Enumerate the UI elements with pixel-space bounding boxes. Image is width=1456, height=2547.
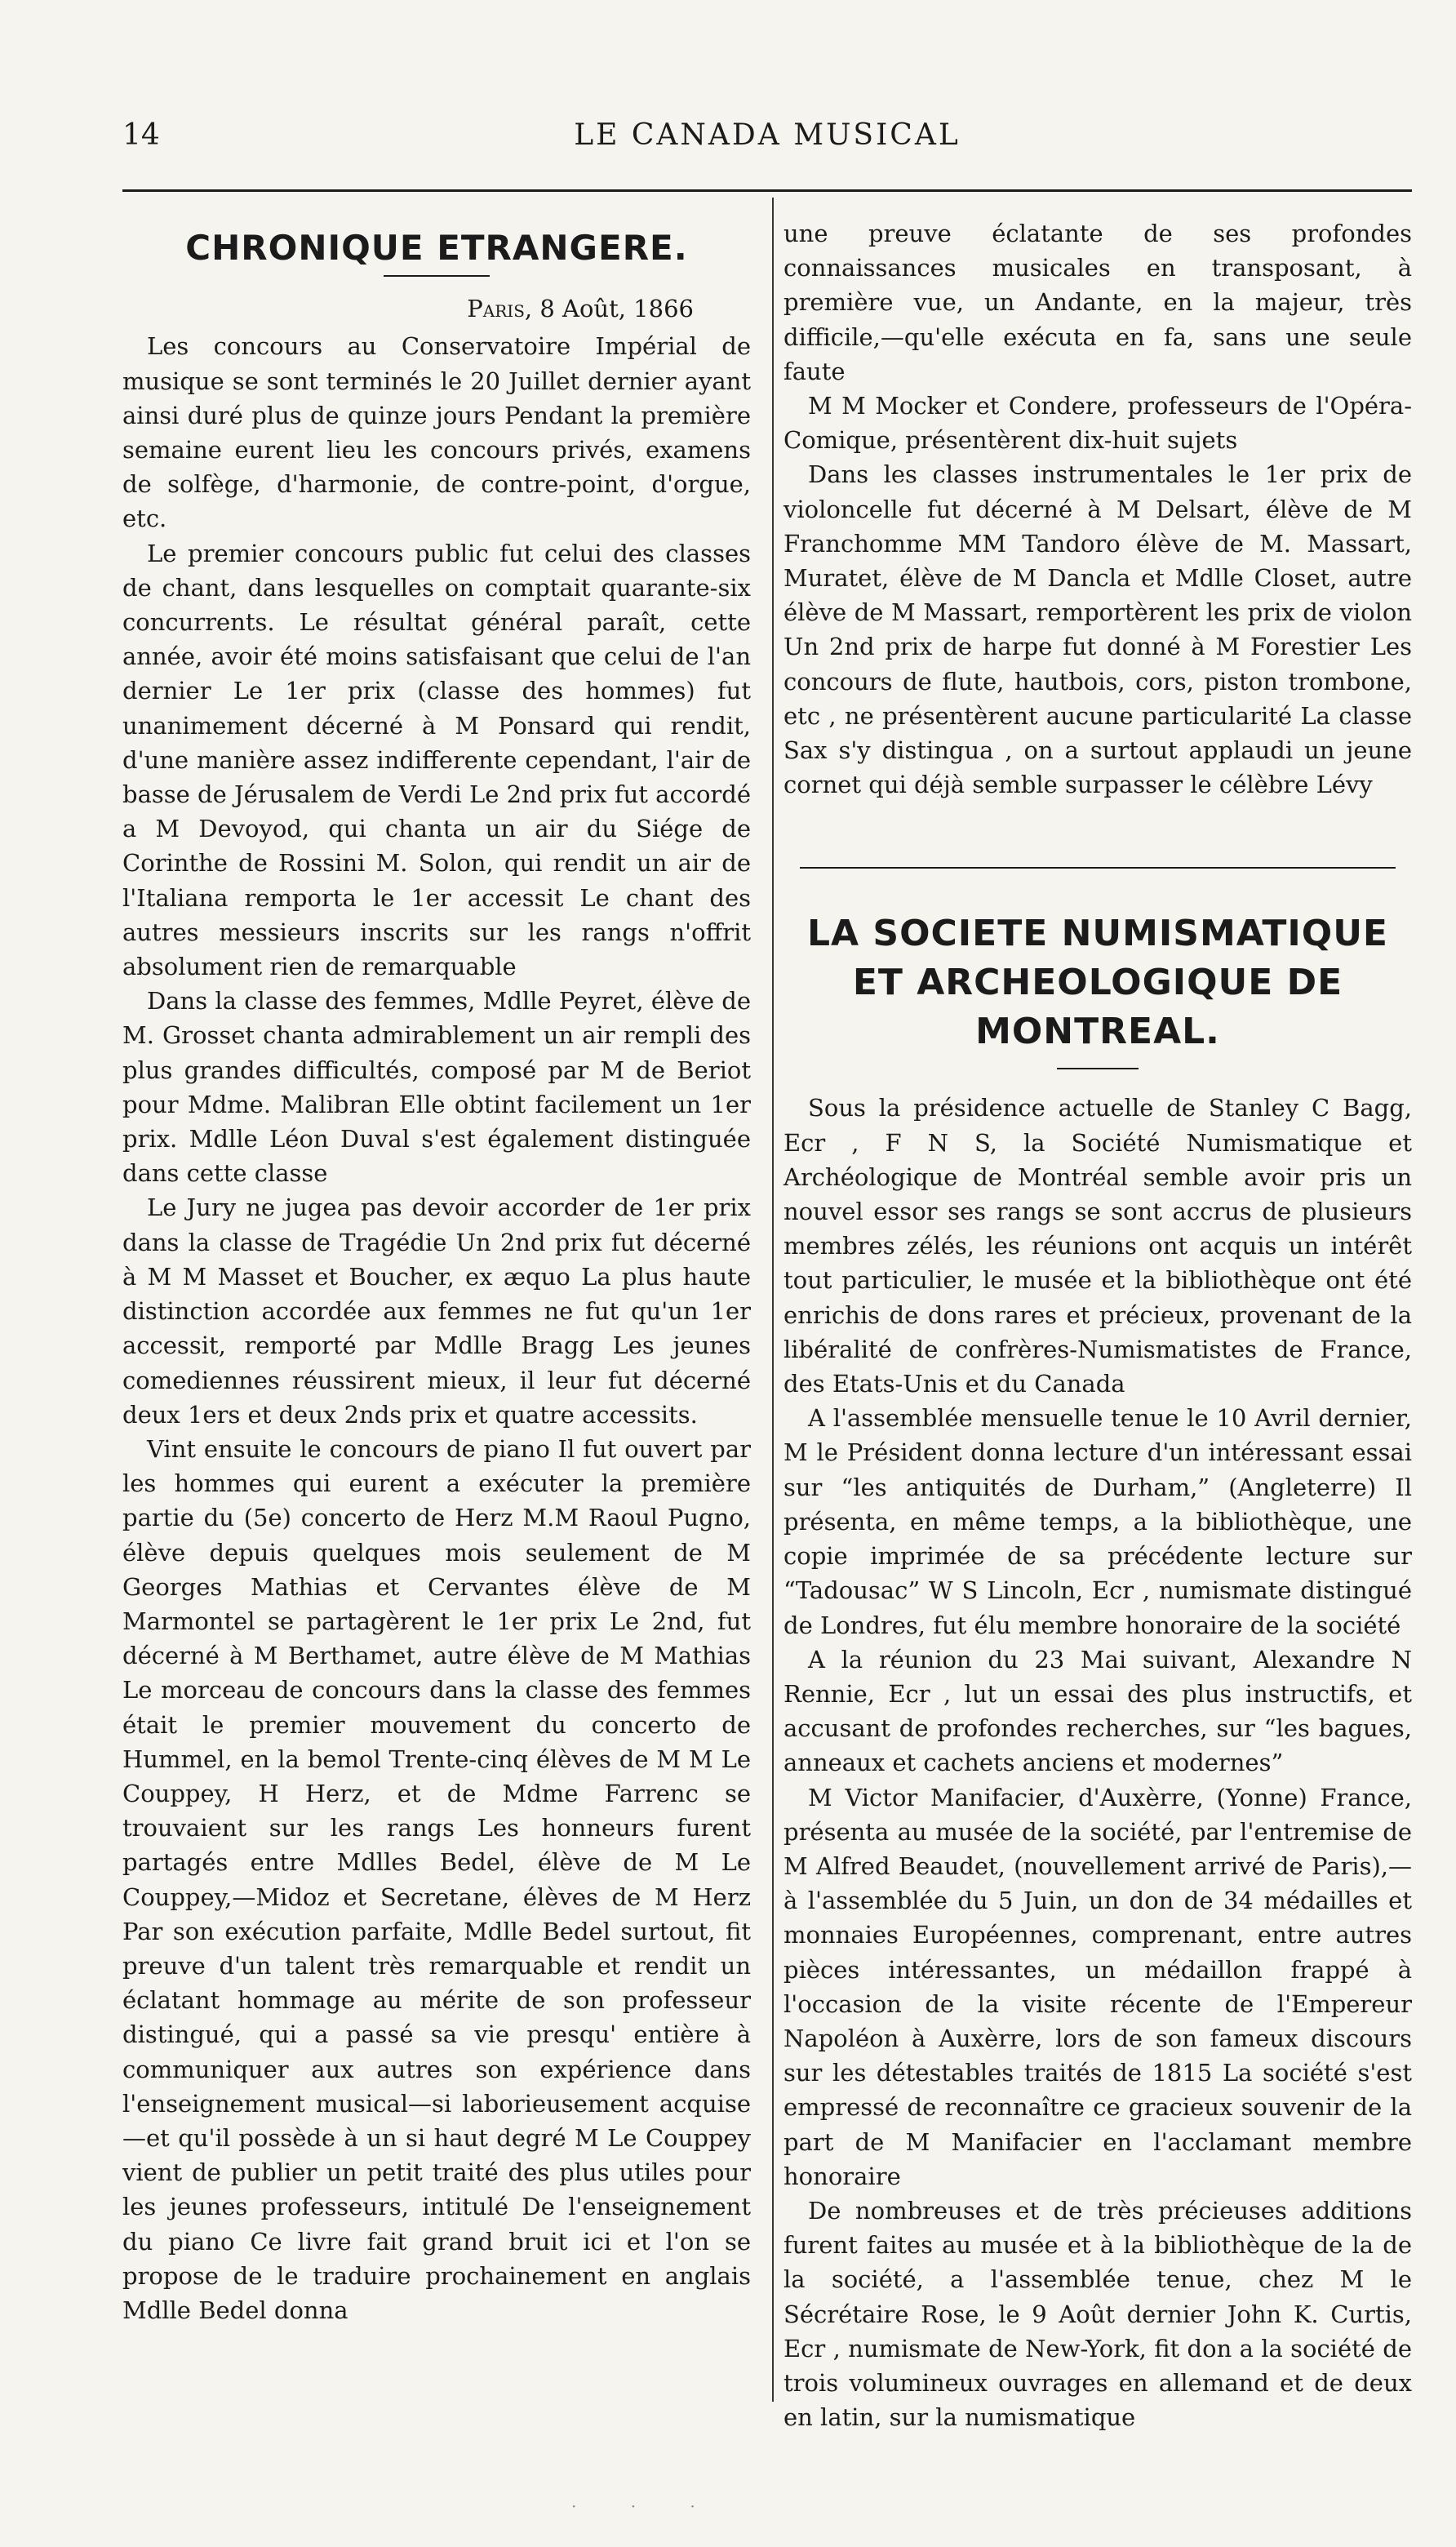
page-header [122, 118, 1412, 167]
title-rule [1057, 1068, 1139, 1069]
societe-paragraph: A l'assemblée mensuelle tenue le 10 Avril dernier, M le Président donna lecture d'un intéressant essai sur “les antiquités de Durham,” (Angleterre) Il présenta, en même temps, a la bibliothèque, une copie imprimée de sa précédente lecture sur “Tadousac” W S Lincoln, Ecr , numismate distingué de Londres, fut élu membre honoraire de la société [783, 1404, 1412, 1639]
chronique-paragraph: Le Jury ne jugea pas devoir accorder de 1er prix dans la classe de Tragédie Un 2nd prix fut décerné à M M Masset et Boucher, ex æquo La plus haute distinction accordée aux femmes ne fut qu'un 1er accessit, remporté par Mdlle Bragg Les jeunes comediennes réussirent mieux, il leur fut décerné deux 1ers et deux 2nds prix et quatre accessits. [122, 1193, 751, 1429]
chronique-continuation: M M Mocker et Condere, professeurs de l'Opéra-Comique, présentèrent dix-huit sujets [783, 392, 1412, 455]
section-separator [800, 867, 1396, 869]
dateline [122, 291, 751, 326]
chronique-continuation: une preuve éclatante de ses profondes connaissances musicales en transposant, à première vue, un Andante, en la majeur, très difficile,—qu'elle exécuta en fa, sans une seule faute [783, 220, 1412, 385]
chronique-paragraph: Vint ensuite le concours de piano Il fut ouvert par les hommes qui eurent a exécuter la première partie du (5e) concerto de Herz M.M Raoul Pugno, élève depuis quelques mois seulement de M Georges Mathias et Cervantes élève de M Marmontel se partagèrent le 1er prix Le 2nd, fut décerné à M Berthamet, autre élève de M Mathias Le morceau de concours dans la classe des femmes était le premier mouvement du concerto de Hummel, en la bemol Trente-cinq élèves de M M Le Couppey, H Herz, et de Mdme Farrenc se trouvaient sur les rangs Les honneurs furent partagés entre Mdlles Bedel, élève de M Le Couppey,—Midoz et Secretane, élèves de M Herz Par son exécution parfaite, Mdlle Bedel surtout, fit preuve d'un talent très remarquable et rendit un éclatant hommage au mérite de son professeur distingué, qui a passé sa vie presqu' entière à communiquer aux autres son expérience dans l'enseignement musical—si laborieusement acquise—et qu'il possède à un si haut degré M Le Couppey vient de publier un petit traité des plus utiles pour les jeunes professeurs, intitulé De l'enseignement du piano Ce livre fait grand bruit ici et l'on se propose de le traduire prochainement en anglais Mdlle Bedel donna [122, 1434, 751, 2324]
dateline-date: 8 Août, 1866 [539, 295, 694, 323]
title-rule [384, 275, 490, 277]
chronique-title: CHRONIQUE ETRANGERE. [185, 228, 688, 268]
page-number: 14 [122, 118, 160, 152]
chronique-paragraph: Le premier concours public fut celui des classes de chant, dans lesquelles on comptait quarante-six concurrents. Le résultat général paraît, cette année, avoir été moins satisfaisant que celui de l'an dernier Le 1er prix (classe des hommes) fut unanimement décerné à M Ponsard qui rendit, d'une manière assez indifferente cependant, l'air de basse de Jérusalem de Verdi Le 2nd prix fut accordé a M Devoyod, qui chanta un air du Siége de Corinthe de Rossini M. Solon, qui rendit un air de l'Italiana remporta le 1er accessit Le chant des autres messieurs inscrits sur les rangs n'offrit absolument rien de remarquable [122, 539, 751, 981]
societe-paragraph: De nombreuses et de très précieuses additions furent faites au musée et à la bibliothèque de la de la société, a l'assemblée tenue, chez M le Sécrétaire Rose, le 9 Août dernier John K. Curtis, Ecr , numismate de New-York, fit don a la société de trois volumineux ouvrages en allemand et de deux en latin, sur la numismatique [783, 2196, 1412, 2432]
running-title: LE CANADA MUSICAL [574, 118, 961, 152]
societe-title: LA SOCIETE NUMISMATIQUE ET ARCHEOLOGIQUE DE MONTREAL. [806, 913, 1388, 1053]
header-rule [122, 189, 1412, 192]
dateline-city: Paris, [467, 295, 533, 323]
societe-paragraph: Sous la présidence actuelle de Stanley C Bagg, Ecr , F N S, la Société Numismatique et Archéologique de Montréal semble avoir pris un nouvel essor ses rangs se sont accrus de plusieurs membres zélés, les réunions ont acquis un intérêt tout particulier, le musée et la bibliothèque ont été enrichis de dons rares et précieux, provenant de la libéralité de confrères-Numismatistes de France, des Etats-Unis et du Canada [783, 1094, 1412, 1398]
societe-paragraph: M Victor Manifacier, d'Auxèrre, (Yonne) France, présenta au musée de la société, par l'entremise de M Alfred Beaudet, (nouvellement arrivé de Paris),—à l'assemblée du 5 Juin, un don de 34 médailles et monnaies Européennes, comprenant, entre autres pièces intéressantes, un médaillon frappé à l'occasion de la visite récente de l'Empereur Napoléon à Auxèrre, lors de son fameux discours sur les détestables traités de 1815 La société s'est empressé de reconnaître ce gracieux souvenir de la part de M Manifacier en l'acclamant membre honoraire [783, 1783, 1412, 2190]
chronique-paragraph: Dans la classe des femmes, Mdlle Peyret, élève de M. Grosset chanta admirablement un air rempli des plus grandes difficultés, composé par M de Beriot pour Mdme. Malibran Elle obtint facilement un 1er prix. Mdlle Léon Duval s'est également distinguée dans cette classe [122, 987, 751, 1188]
left-column [122, 216, 751, 2327]
column-divider [772, 198, 774, 2402]
chronique-paragraph: Les concours au Conservatoire Impérial de musique se sont terminés le 20 Juillet dernier ayant ainsi duré plus de quinze jours Pendant la première semaine eurent lieu les concours privés, examens de solfège, d'harmonie, de contre-point, d'orgue, etc. [122, 332, 751, 533]
chronique-continuation: Dans les classes instrumentales le 1er prix de violoncelle fut décerné à M Delsart, élève de M Franchomme MM Tandoro élève de M. Massart, Muratet, élève de M Dancla et Mdlle Closet, autre élève de M Massart, remportèrent les prix de violon Un 2nd prix de harpe fut donné à M Forestier Les concours de flute, hautbois, cors, piston trombone, etc , ne présentèrent aucune particularité La classe Sax s'y distingua , on a surtout applaudi un jeune cornet qui déjà semble surpasser le célèbre Lévy [783, 460, 1412, 799]
right-column [783, 216, 1412, 2434]
societe-paragraph: A la réunion du 23 Mai suivant, Alexandre N Rennie, Ecr , lut un essai des plus instructifs, et accusant de profondes recherches, sur “les bagues, anneaux et cachets anciens et modernes” [783, 1645, 1412, 1777]
footer-marks: · · · [571, 2496, 720, 2516]
